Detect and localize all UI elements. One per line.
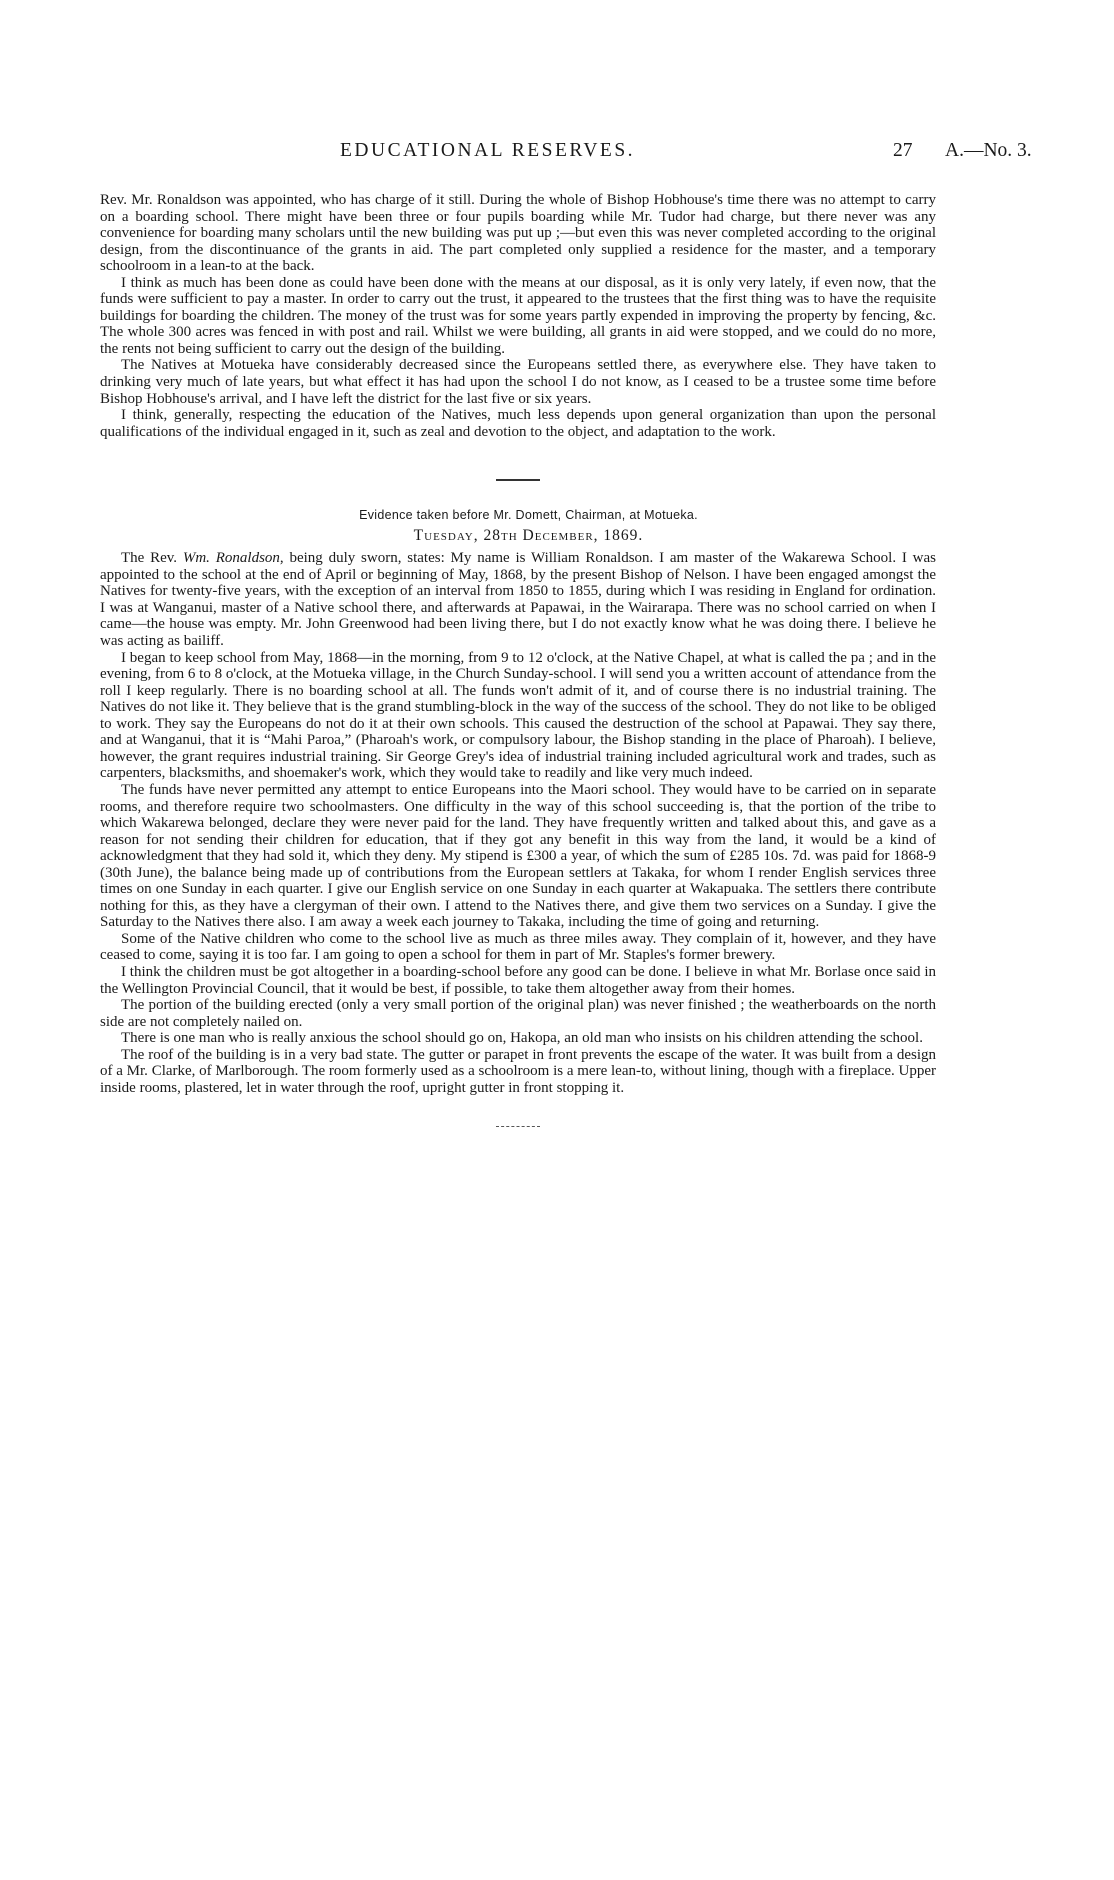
paragraph: The portion of the building erected (only a very small portion of the original plan) was never finished ; the weatherboards on the north side are not completely nailed on. [100, 997, 936, 1030]
paragraph: There is one man who is really anxious the school should go on, Hakopa, an old man who insists on his children attending the school. [121, 1030, 923, 1047]
paragraph: The funds have never permitted any attempt to entice Europeans into the Maori school. They would have to be carried on in separate rooms, and therefore require two schoolmasters. One difficulty in the way of this school succeeding is, that the portion of the tribe to which Wakarewa belonged, declare they were never paid for the land. They have frequently written and talked about this, and gave as a reason for not sending their children for education, that if they got any benefit in this way from the land, it would be a kind of acknowledgment that they had sold it, which they deny. My stipend is £300 a year, of which the sum of £285 10s. 7d. was paid for 1868-9 (30th June), the balance being made up of contributions from the European settlers at Takaka, for whom I render English services three times on one Sunday in each quarter. I give our English service on one Sunday in each quarter at Wakapuaka. The settlers there contribute nothing for this, as they have a clergyman of their own. I attend to the Natives there, and give them two services on a Sunday. I give the Saturday to the Natives there also. I am away a week each journey to Takaka, including the time of going and returning. [100, 781, 936, 931]
paragraph-rest: , being duly sworn, states: My name is William Ronaldson. I am master of the Wakarewa School. I was appointed to the school at the end of April or beginning of May, 1868, by the present Bishop of Nelson. I have been engaged amongst the Natives for twenty-five years, with the exception of an interval from 1850 to 1855, during which I was residing in England for ordination. I was at Wanganui, master of a Native school there, and afterwards at Papawai, in the Wairarapa. There was no school carried on when I came—the house was empty. Mr. John Greenwood had been living there, but I do not exactly know what he was doing there. I believe he was acting as bailiff. [100, 550, 936, 650]
running-header [0, 140, 1114, 170]
paragraph: The Natives at Motueka have considerably decreased since the Europeans settled there, as everywhere else. They have taken to drinking very much of late years, but what effect it has had upon the school I do not know, as I ceased to be a trustee some time before Bishop Hobhouse's arrival, and I have left the district for the last five or six years. [100, 357, 936, 407]
end-divider [496, 1126, 540, 1127]
paragraph-continued: Rev. Mr. Ronaldson was appointed, who has charge of it still. During the whole of Bishop Hobhouse's time there was no attempt to carry on a boarding school. There might have been three or four pupils boarding while Mr. Tudor had charge, but there never was any convenience for boarding many scholars until the new building was put up ;—but even this was never completed according to the original design, from the discontinuance of the grants in aid. The part completed only supplied a residence for the master, and a temporary schoolroom in a lean-to at the back. [100, 192, 936, 275]
header-title: EDUCATIONAL RESERVES. [340, 140, 636, 161]
paragraph: I think as much has been done as could have been done with the means at our disposal, as it is only very lately, if even now, that the funds were sufficient to pay a master. In order to carry out the trust, it appeared to the trustees that the first thing was to have the requisite buildings for boarding the children. The money of the trust was for some years partly expended in improving the property by fencing, &c. The whole 300 acres was fenced in with post and rail. Whilst we were building, all grants in aid were stopped, and we could do no more, the rents not being sufficient to carry out the design of the building. [100, 274, 936, 357]
paragraph: The roof of the building is in a very bad state. The gutter or parapet in front prevents the escape of the water. It was built from a design of a Mr. Clarke, of Marlborough. The room formerly used as a schoolroom is a mere lean-to, without lining, though with a fireplace. Upper inside rooms, plastered, let in water through the roof, upright gutter in front stopping it. [100, 1046, 936, 1096]
paragraph-testimony-opening [100, 550, 936, 649]
witness-name: Wm. Ronaldson [182, 550, 280, 567]
paragraph: I began to keep school from May, 1868—in the morning, from 9 to 12 o'clock, at the Native Chapel, at what is called the pa ; and in the evening, from 6 to 8 o'clock, at the Motueka village, in the Church Sunday-school. I will send you a written account of attendance from the roll I keep regularly. There is no boarding school at all. The funds won't admit of it, and of course there is no industrial training. The Natives do not like it. They believe that is the grand stumbling-block in the way of the success of the school. They do not like to be obliged to work. They say the Europeans do not do it at their own schools. This caused the destruction of the school at Papawai. They say there, and at Wanganui, that it is “Mahi Paroa,” (Pharoah's work, or compulsory labour, the Bishop standing in the place of Pharoah). I believe, however, the grant requires industrial training. Sir George Grey's idea of industrial training included agricultural work and trades, such as carpenters, blacksmiths, and shoemaker's work, which they would take to readily and like very much indeed. [100, 649, 936, 782]
document-reference: A.—No. 3. [945, 140, 1032, 161]
evidence-date: Tuesday, 28th December, 1869. [413, 526, 644, 544]
paragraph: I think, generally, respecting the education of the Natives, much less depends upon general organization than upon the personal qualifications of the individual engaged in it, such as zeal and devotion to the object, and adaptation to the work. [100, 407, 936, 440]
page-number: 27 [893, 140, 913, 161]
paragraph-lead: The Rev. [121, 550, 183, 567]
paragraph: I think the children must be got altogether in a boarding-school before any good can be done. I believe in what Mr. Borlase once said in the Wellington Provincial Council, that it would be best, if possible, to take them altogether away from their homes. [100, 963, 936, 997]
document-body [100, 192, 936, 1127]
evidence-heading: Evidence taken before Mr. Domett, Chairman, at Motueka. [359, 508, 698, 523]
paragraph: Some of the Native children who come to the school live as much as three miles away. They complain of it, however, and they have ceased to come, saying it is too far. I am going to open a school for them in part of Mr. Staples's former brewery. [100, 930, 936, 964]
